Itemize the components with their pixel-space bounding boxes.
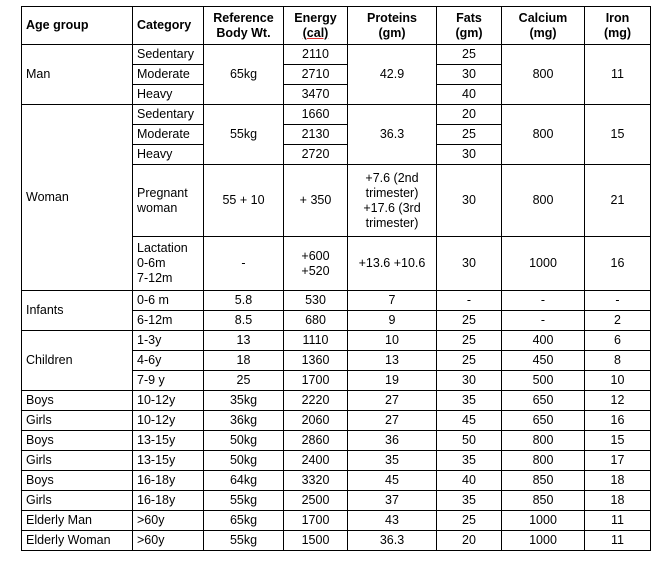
table-row	[22, 291, 651, 311]
energy-cell: 2060	[284, 411, 348, 431]
table-row	[22, 511, 651, 531]
energy-cell: 2720	[284, 145, 348, 165]
iron-cell: 16	[585, 411, 651, 431]
protein-cell: 42.9	[348, 45, 437, 105]
age-group-cell: Girls	[22, 491, 133, 511]
weight-cell: 5.8	[204, 291, 284, 311]
energy-cell: 2400	[284, 451, 348, 471]
weight-cell: 55kg	[204, 531, 284, 551]
energy-cell: 3470	[284, 85, 348, 105]
category-cell: Pregnant woman	[133, 165, 204, 237]
iron-cell: 12	[585, 391, 651, 411]
protein-cell: 35	[348, 451, 437, 471]
calcium-cell: -	[502, 291, 585, 311]
category-cell: 16-18y	[133, 491, 204, 511]
category-cell: 7-9 y	[133, 371, 204, 391]
category-cell: Heavy	[133, 145, 204, 165]
fats-cell: 25	[437, 351, 502, 371]
iron-cell: 15	[585, 431, 651, 451]
table-row	[22, 411, 651, 431]
iron-cell: 8	[585, 351, 651, 371]
category-cell: Moderate	[133, 125, 204, 145]
calcium-cell: 800	[502, 451, 585, 471]
iron-cell: 18	[585, 471, 651, 491]
header-row	[22, 7, 651, 45]
category-cell: 0-6 m	[133, 291, 204, 311]
fats-cell: 25	[437, 311, 502, 331]
fats-cell: 25	[437, 511, 502, 531]
protein-cell: 37	[348, 491, 437, 511]
age-group-cell: Elderly Man	[22, 511, 133, 531]
category-cell: Lactation 0-6m 7-12m	[133, 237, 204, 291]
calcium-cell: 800	[502, 105, 585, 165]
age-group-cell: Boys	[22, 431, 133, 451]
iron-cell: 18	[585, 491, 651, 511]
category-cell: 13-15y	[133, 451, 204, 471]
table-row	[22, 45, 651, 65]
weight-cell: 65kg	[204, 511, 284, 531]
fats-cell: 20	[437, 105, 502, 125]
protein-cell: +13.6 +10.6	[348, 237, 437, 291]
fats-cell: 30	[437, 65, 502, 85]
weight-cell: -	[204, 237, 284, 291]
age-group-cell: Elderly Woman	[22, 531, 133, 551]
fats-cell: 25	[437, 45, 502, 65]
header-age-group: Age group	[22, 7, 133, 45]
energy-cell: 1110	[284, 331, 348, 351]
fats-cell: 20	[437, 531, 502, 551]
protein-cell: 43	[348, 511, 437, 531]
header-fats: Fats (gm)	[437, 7, 502, 45]
calcium-cell: 650	[502, 411, 585, 431]
fats-cell: 35	[437, 451, 502, 471]
fats-cell: 25	[437, 331, 502, 351]
fats-cell: 45	[437, 411, 502, 431]
weight-cell: 64kg	[204, 471, 284, 491]
calcium-cell: 1000	[502, 531, 585, 551]
iron-cell: -	[585, 291, 651, 311]
fats-cell: 40	[437, 471, 502, 491]
fats-cell: 30	[437, 371, 502, 391]
table-row	[22, 105, 651, 125]
protein-cell: 36	[348, 431, 437, 451]
protein-cell: 9	[348, 311, 437, 331]
calcium-cell: 800	[502, 45, 585, 105]
weight-cell: 18	[204, 351, 284, 371]
weight-cell: 35kg	[204, 391, 284, 411]
energy-cell: 2860	[284, 431, 348, 451]
iron-cell: 2	[585, 311, 651, 331]
category-cell: 6-12m	[133, 311, 204, 331]
weight-cell: 25	[204, 371, 284, 391]
table-row	[22, 331, 651, 351]
calcium-cell: 800	[502, 431, 585, 451]
category-cell: 10-12y	[133, 391, 204, 411]
table-row	[22, 531, 651, 551]
energy-cell: 530	[284, 291, 348, 311]
age-group-cell: Woman	[22, 105, 133, 291]
energy-cell: 1700	[284, 371, 348, 391]
category-cell: 16-18y	[133, 471, 204, 491]
calcium-cell: 650	[502, 391, 585, 411]
weight-cell: 55 + 10	[204, 165, 284, 237]
category-cell: >60y	[133, 531, 204, 551]
calcium-cell: -	[502, 311, 585, 331]
fats-cell: 25	[437, 125, 502, 145]
fats-cell: -	[437, 291, 502, 311]
protein-cell: 13	[348, 351, 437, 371]
other-groups-body	[22, 391, 651, 551]
protein-cell: 36.3	[348, 531, 437, 551]
protein-cell: 10	[348, 331, 437, 351]
calcium-cell: 1000	[502, 511, 585, 531]
age-group-cell: Infants	[22, 291, 133, 331]
weight-cell: 8.5	[204, 311, 284, 331]
iron-cell: 17	[585, 451, 651, 471]
calcium-cell: 1000	[502, 237, 585, 291]
energy-cell: + 350	[284, 165, 348, 237]
header-category: Category	[133, 7, 204, 45]
category-cell: 4-6y	[133, 351, 204, 371]
calcium-cell: 850	[502, 471, 585, 491]
iron-cell: 15	[585, 105, 651, 165]
header-proteins: Proteins (gm)	[348, 7, 437, 45]
protein-cell: 27	[348, 391, 437, 411]
fats-cell: 30	[437, 237, 502, 291]
energy-cell: 2130	[284, 125, 348, 145]
header-calcium: Calcium (mg)	[502, 7, 585, 45]
protein-cell: +7.6 (2nd trimester) +17.6 (3rd trimester)	[348, 165, 437, 237]
energy-cell: 1700	[284, 511, 348, 531]
weight-cell: 13	[204, 331, 284, 351]
top-strip	[0, 0, 651, 5]
table-row	[22, 431, 651, 451]
table-row	[22, 391, 651, 411]
weight-cell: 55kg	[204, 105, 284, 165]
iron-cell: 11	[585, 45, 651, 105]
category-cell: Sedentary	[133, 45, 204, 65]
category-cell: >60y	[133, 511, 204, 531]
iron-cell: 16	[585, 237, 651, 291]
category-cell: 13-15y	[133, 431, 204, 451]
age-group-cell: Boys	[22, 391, 133, 411]
iron-cell: 6	[585, 331, 651, 351]
calcium-cell: 400	[502, 331, 585, 351]
category-cell: Moderate	[133, 65, 204, 85]
energy-cell: 2500	[284, 491, 348, 511]
energy-cell: 680	[284, 311, 348, 331]
table-row	[22, 491, 651, 511]
energy-cell: 3320	[284, 471, 348, 491]
protein-cell: 36.3	[348, 105, 437, 165]
category-cell: Heavy	[133, 85, 204, 105]
energy-cell: 1360	[284, 351, 348, 371]
age-group-cell: Girls	[22, 411, 133, 431]
fats-cell: 50	[437, 431, 502, 451]
iron-cell: 11	[585, 511, 651, 531]
calcium-cell: 800	[502, 165, 585, 237]
header-iron: Iron (mg)	[585, 7, 651, 45]
protein-cell: 45	[348, 471, 437, 491]
protein-cell: 19	[348, 371, 437, 391]
weight-cell: 65kg	[204, 45, 284, 105]
age-group-cell: Man	[22, 45, 133, 105]
calcium-cell: 850	[502, 491, 585, 511]
header-energy: Energy (cal)	[284, 7, 348, 45]
energy-cell: 2110	[284, 45, 348, 65]
energy-cell: 2710	[284, 65, 348, 85]
nutrition-requirements-table	[21, 6, 651, 551]
calcium-cell: 500	[502, 371, 585, 391]
fats-cell: 40	[437, 85, 502, 105]
weight-cell: 50kg	[204, 431, 284, 451]
age-group-cell: Boys	[22, 471, 133, 491]
category-cell: Sedentary	[133, 105, 204, 125]
fats-cell: 35	[437, 491, 502, 511]
protein-cell: 7	[348, 291, 437, 311]
calcium-cell: 450	[502, 351, 585, 371]
iron-cell: 21	[585, 165, 651, 237]
protein-cell: 27	[348, 411, 437, 431]
energy-cell: 1660	[284, 105, 348, 125]
age-group-cell: Children	[22, 331, 133, 391]
fats-cell: 35	[437, 391, 502, 411]
iron-cell: 10	[585, 371, 651, 391]
fats-cell: 30	[437, 145, 502, 165]
table-row	[22, 451, 651, 471]
age-group-cell: Girls	[22, 451, 133, 471]
weight-cell: 50kg	[204, 451, 284, 471]
category-cell: 1-3y	[133, 331, 204, 351]
header-reference-body-weight: Reference Body Wt.	[204, 7, 284, 45]
energy-cell: +600 +520	[284, 237, 348, 291]
weight-cell: 55kg	[204, 491, 284, 511]
iron-cell: 11	[585, 531, 651, 551]
energy-cell: 1500	[284, 531, 348, 551]
energy-cell: 2220	[284, 391, 348, 411]
table-row	[22, 471, 651, 491]
weight-cell: 36kg	[204, 411, 284, 431]
fats-cell: 30	[437, 165, 502, 237]
category-cell: 10-12y	[133, 411, 204, 431]
